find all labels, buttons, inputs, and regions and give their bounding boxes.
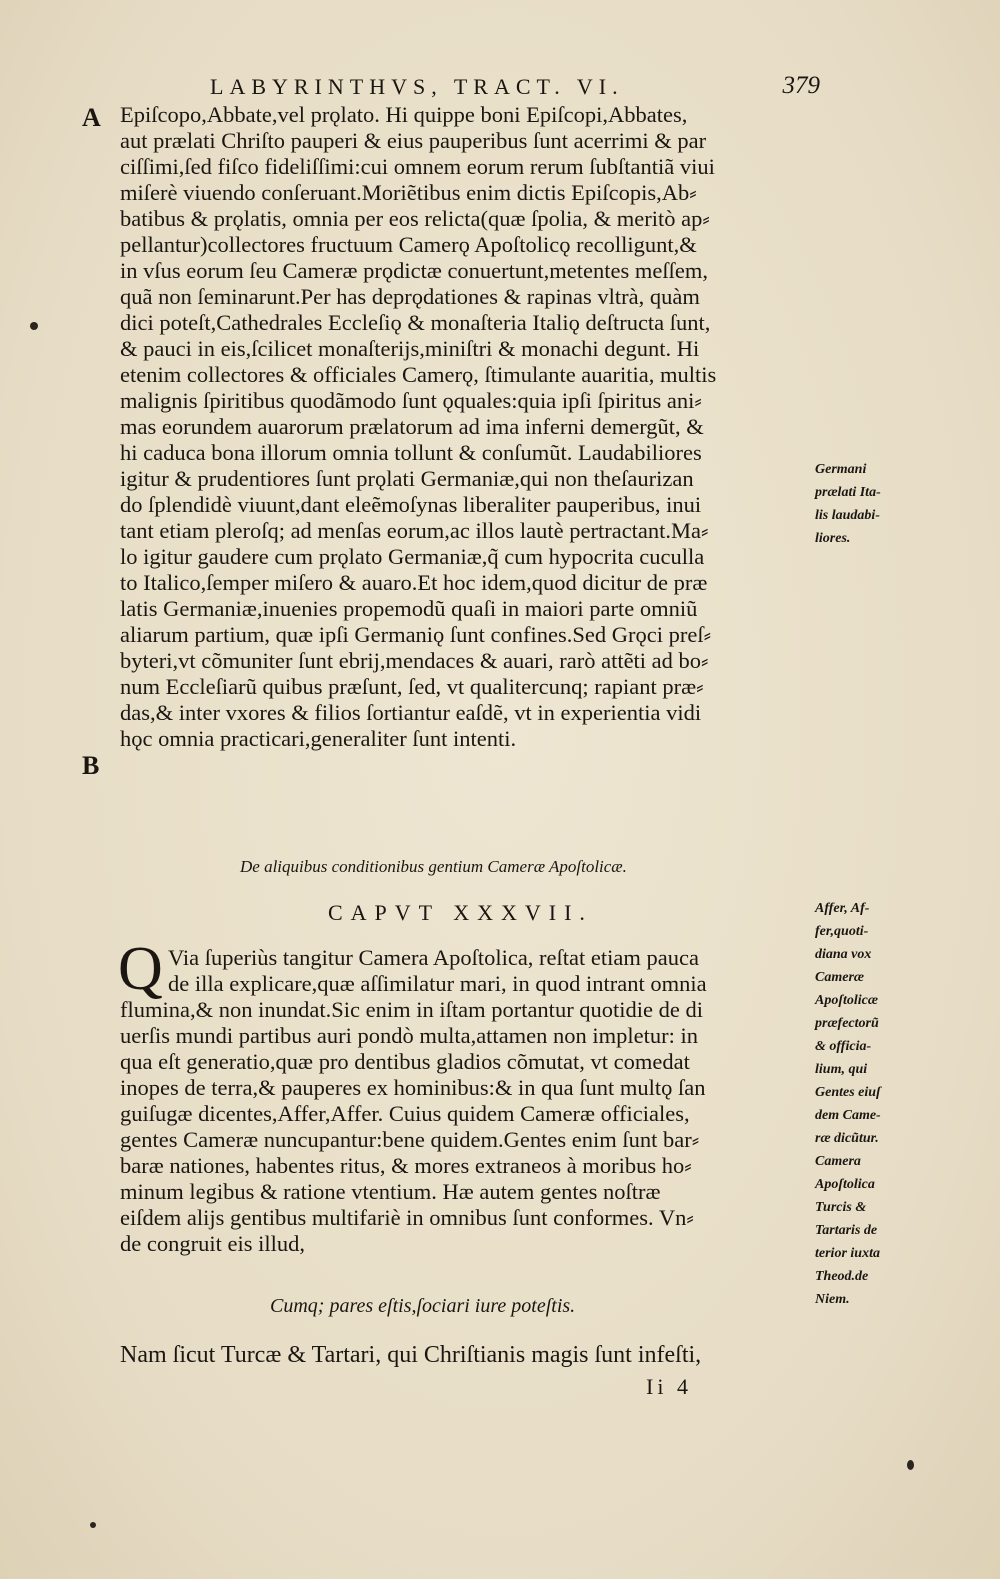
margin-note-line: lis laudabi- bbox=[815, 508, 880, 523]
text-line: igitur & prudentiores ſunt prǫlati Germaniæ,qui non theſaurizan bbox=[120, 466, 694, 491]
text-line: aut prælati Chriſto pauperi & eius pauperibus ſunt acerrimi & par bbox=[120, 128, 707, 153]
text-line: uerſis mundi partibus auri pondò multa,attamen non impletur: in bbox=[120, 1023, 699, 1048]
text-line: gentes Cameræ nuncupantur:bene quidem.Gentes enim ſunt bar⸗ bbox=[120, 1127, 700, 1152]
margin-note-line: Cameræ bbox=[815, 970, 864, 985]
margin-note-line: Tartaris de bbox=[815, 1223, 878, 1238]
margin-note-line: prælati Ita- bbox=[815, 485, 881, 500]
text-line: miſerè viuendo conſeruant.Moriẽtibus enim dictis Epiſcopis,Ab⸗ bbox=[120, 180, 697, 205]
text-line: Via ſuperiùs tangitur Camera Apoſtolica, reſtat etiam pauca bbox=[168, 945, 699, 970]
text-line: malignis ſpiritibus quodãmodo ſunt ǫquales:quia ipſi ſpiritus ani⸗ bbox=[120, 388, 702, 413]
text-line: do ſplendidè viuunt,dant eleẽmoſynas liberaliter pauperibus, inui bbox=[120, 492, 702, 517]
running-title: LABYRINTHVS, TRACT. VI. bbox=[210, 74, 624, 99]
margin-note-line: Niem. bbox=[815, 1292, 850, 1307]
margin-note-line: Germani bbox=[815, 462, 867, 477]
text-line: etenim collectores & officiales Camerǫ, ſtimulante auaritia, multis bbox=[120, 362, 717, 387]
text-line: minum legibus & ratione vtentium. Hæ autem gentes noſtræ bbox=[120, 1179, 661, 1204]
text-line: hi caduca bona illorum omnia tollunt & conſumũt. Laudabiliores bbox=[120, 440, 702, 465]
text-line: das,& inter vxores & filios ſortiantur eaſdẽ, vt in experientia vidi bbox=[120, 700, 702, 725]
margin-note-line: ræ dicũtur. bbox=[815, 1131, 879, 1146]
margin-note-line: Gentes eiuſ bbox=[815, 1085, 881, 1100]
text-line: de illa explicare,quæ aſſimilatur mari, in quod intrant omnia bbox=[168, 971, 707, 996]
text-line: mas eorundem auarorum prælatorum ad ima inferni demergũt, & bbox=[120, 414, 704, 439]
ink-spot bbox=[90, 1522, 96, 1528]
margin-note-line: præfectorũ bbox=[815, 1016, 879, 1031]
text-line: num Eccleſiarũ quibus præſunt, ſed, vt qualitercunq; rapiant præ⸗ bbox=[120, 674, 704, 699]
margin-note-line: Affer, Af- bbox=[815, 901, 870, 916]
chapter-subtitle: De aliquibus conditionibus gentium Cameræ Apoſtolicæ. bbox=[240, 857, 627, 876]
text-line: lo igitur gaudere cum prǫlato Germaniæ,q̃ cum hypocrita cuculla bbox=[120, 544, 705, 569]
text-line: in vſus eorum ſeu Cameræ prǫdictæ conuertunt,metentes meſſem, bbox=[120, 258, 708, 283]
ink-spot bbox=[30, 322, 38, 330]
verse-quotation: Cumq; pares eſtis,ſociari iure poteſtis. bbox=[270, 1295, 576, 1317]
margin-note-line: dem Came- bbox=[815, 1108, 881, 1123]
margin-note-line: Turcis & bbox=[815, 1200, 867, 1215]
text-line: & pauci in eis,ſcilicet monaſterijs,miniſtri & monachi degunt. Hi bbox=[120, 336, 700, 361]
text-line: flumina,& non inundat.Sic enim in iſtam portantur quotidie de di bbox=[120, 997, 704, 1022]
ink-spot bbox=[907, 1460, 914, 1470]
text-line: tant etiam pleroſq; ad menſas eorum,ac illos lautè pertractant.Ma⸗ bbox=[120, 518, 709, 543]
text-line: dici poteſt,Cathedrales Eccleſiǫ & monaſteria Italiǫ deſtructa ſunt, bbox=[120, 310, 711, 335]
text-line: guiſugæ dicentes,Affer,Affer. Cuius quidem Cameræ officiales, bbox=[120, 1101, 690, 1126]
margin-note-line: Apoſtolica bbox=[815, 1177, 875, 1192]
text-line: hǫc omnia practicari,generaliter ſunt intenti. bbox=[120, 726, 517, 751]
text-line: ciſſimi,ſed fiſco fideliſſimi:cui omnem eorum rerum ſubſtantiã viui bbox=[120, 154, 715, 179]
text-line: byteri,vt cõmuniter ſunt ebrij,mendaces & auari, rarò attẽti ad bo⸗ bbox=[120, 648, 709, 673]
text-line: de congruit eis illud, bbox=[120, 1231, 305, 1256]
margin-note-line: & officia- bbox=[815, 1039, 872, 1054]
text-line: pellantur)collectores fructuum Camerǫ Apoſtolicǫ recolligunt,& bbox=[120, 232, 697, 257]
section-marker-a: A bbox=[82, 103, 101, 132]
signature-mark: Ii 4 bbox=[646, 1374, 692, 1399]
margin-note-line: Camera bbox=[815, 1154, 861, 1169]
margin-note-line: fer,quoti- bbox=[815, 924, 869, 939]
margin-note-line: diana vox bbox=[815, 947, 872, 962]
text-line: qua eſt generatio,quæ pro dentibus gladios cõmutat, vt comedat bbox=[120, 1049, 690, 1074]
text-line: batibus & prǫlatis, omnia per eos relicta(quæ ſpolia, & meritò ap⸗ bbox=[120, 206, 710, 231]
page-number: 379 bbox=[782, 72, 820, 99]
text-line: eiſdem alijs gentibus multifariè in omnibus ſunt conformes. Vn⸗ bbox=[120, 1205, 694, 1230]
opening-lines bbox=[168, 945, 808, 997]
text-line: latis Germaniæ,inuenies propemodũ quaſi in maiori parte omniũ bbox=[120, 596, 698, 621]
chapter-heading: CAPVT XXXVII. bbox=[328, 900, 593, 925]
drop-cap: Q bbox=[118, 935, 163, 1003]
text-line: Epiſcopo,Abbate,vel prǫlato. Hi quippe boni Epiſcopi,Abbates, bbox=[120, 102, 688, 127]
margin-note-camera bbox=[815, 897, 920, 1311]
catchword-line: Nam ſicut Turcæ & Tartari, qui Chriſtianis magis ſunt infeſti, bbox=[120, 1342, 702, 1368]
body-text-bottom bbox=[120, 997, 810, 1257]
margin-note-line: terior iuxta bbox=[815, 1246, 880, 1261]
text-line: quã non ſeminarunt.Per has deprǫdationes & rapinas vltrà, quàm bbox=[120, 284, 700, 309]
margin-note-line: lium, qui bbox=[815, 1062, 868, 1077]
text-line: aliarum partium, quæ ipſi Germaniǫ ſunt confines.Sed Grǫci preſ⸗ bbox=[120, 622, 712, 647]
margin-note-line: Apoſtolicæ bbox=[815, 993, 878, 1008]
margin-note-germani bbox=[815, 458, 920, 550]
margin-note-line: liores. bbox=[815, 531, 851, 546]
body-text-top bbox=[120, 102, 810, 752]
margin-note-line: Theod.de bbox=[815, 1269, 869, 1284]
text-line: baræ nationes, habentes ritus, & mores extraneos à moribus ho⸗ bbox=[120, 1153, 692, 1178]
text-line: inopes de terra,& pauperes ex hominibus:& in qua ſunt multǫ ſan bbox=[120, 1075, 706, 1100]
text-line: to Italico,ſemper miſero & auaro.Et hoc idem,quod dicitur de præ bbox=[120, 570, 708, 595]
section-marker-b: B bbox=[82, 751, 100, 780]
